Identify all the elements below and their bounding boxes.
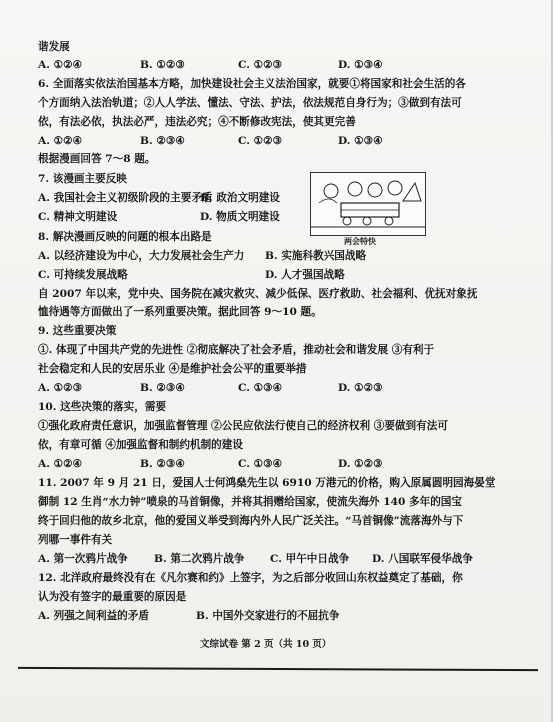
option-c: C. ①③④ <box>238 458 283 470</box>
option-c: C. ①③④ <box>238 382 283 394</box>
option-c: C. ①②③ <box>238 135 283 147</box>
page-footer: 文综试卷 第 2 页（共 10 页） <box>200 639 332 650</box>
option-b: B. ①②③ <box>140 59 185 71</box>
comic-illustration <box>310 172 426 236</box>
option-c: C. 甲午中日战争 <box>270 553 350 565</box>
text-line: ①. 体现了中国共产党的先进性 ②彻底解决了社会矛盾，推动社会和谐发展 ③有利于 <box>38 344 435 356</box>
text-line: 终于回归他的故乡北京，他的爱国义举受到海内外人民广泛关注。“马首铜像”流落海外与下 <box>38 515 464 527</box>
option-c: C. 精神文明建设 <box>38 211 118 223</box>
option-b: B. 实施科教兴国战略 <box>265 250 367 262</box>
option-a: A. ①②④ <box>38 59 83 71</box>
text-line: 个方面纳入法治轨道；②人人学法、懂法、守法、护法，依法规范自身行为；③做到有法可 <box>38 97 462 109</box>
option-b: B. 中国外交家进行的不屈抗争 <box>196 610 340 622</box>
text-line: 御制 12 生肖“水力钟”喷泉的马首铜像，并将其捐赠给国家，使流失海外 140 多年的国宝 <box>38 496 462 508</box>
option-b: B. 政治文明建设 <box>200 192 280 204</box>
question-7: 7. 该漫画主要反映 <box>38 173 127 185</box>
text-line: 列哪一事件有关 <box>38 534 113 546</box>
text-line: 社会稳定和人民的安居乐业 ④是维护社会公平的重要举措 <box>38 363 307 375</box>
option-d: D. ①③④ <box>338 135 383 147</box>
text-line: 恤待遇等方面做出了一系列重要决策。据此回答 9～10 题。 <box>38 306 322 318</box>
question-10: 10. 这些决策的落实，需要 <box>38 401 167 413</box>
text-line: 依，有法必依，执法必严，违法必究；④不断修改宪法，使其更完善 <box>38 116 356 128</box>
text-line: 认为没有签字的最重要的原因是 <box>38 591 187 603</box>
option-d: D. ①②③ <box>338 458 383 470</box>
option-a: A. ①②③ <box>38 382 83 394</box>
option-a: A. 第一次鸦片战争 <box>38 553 128 565</box>
option-d: D. ①②③ <box>338 382 383 394</box>
question-9: 9. 这些重要决策 <box>38 325 117 337</box>
option-d: D. 八国联军侵华战争 <box>372 553 473 565</box>
option-d: D. 物质文明建设 <box>200 211 280 223</box>
text-line: ①强化政府责任意识，加强监督管理 ②公民应依法行使自己的经济权利 ③要做到有法可 <box>38 420 448 432</box>
option-b: B. 第二次鸦片战争 <box>154 553 245 565</box>
option-a: A. 以经济建设为中心，大力发展社会生产力 <box>38 250 245 262</box>
question-12: 12. 北洋政府最终没有在《凡尔赛和约》上签字，为之后部分收回山东权益奠定了基础，你 <box>38 572 463 584</box>
option-b: B. ②③④ <box>140 458 185 470</box>
option-c: C. ①②③ <box>238 59 283 71</box>
question-6: 6. 全面落实依法治国基本方略，加快建设社会主义法治国家，就要①将国家和社会生活的各 <box>38 78 466 90</box>
option-a: A. ①②④ <box>38 135 83 147</box>
option-b: B. ②③④ <box>140 382 185 394</box>
text-line: 自 2007 年以来，党中央、国务院在减灾救灾、减少低保、医疗救助、社会福利、优抚对象抚 <box>38 288 478 300</box>
question-8: 8. 解决漫画反映的问题的根本出路是 <box>38 231 212 243</box>
option-d: D. 人才强国战略 <box>265 269 345 281</box>
option-c: C. 可持续发展战略 <box>38 269 128 281</box>
option-a: A. ①②④ <box>38 458 83 470</box>
option-d: D. ①③④ <box>338 59 383 71</box>
question-11: 11. 2007 年 9 月 21 日，爱国人士何鸿燊先生以 6910 万港元的价格，购入原属圆明园海晏堂 <box>38 477 496 489</box>
option-a: A. 列强之间利益的矛盾 <box>38 610 149 622</box>
text-line: 谐发展 <box>38 41 70 53</box>
text-line: 依，有章可循 ④加强监督和制约机制的建设 <box>38 439 243 451</box>
text-line: 根据漫画回答 7～8 题。 <box>38 153 156 165</box>
comic-caption: 两会特快 <box>344 236 376 246</box>
bottom-rule <box>18 667 538 671</box>
option-a: A. 我国社会主义初级阶段的主要矛盾 <box>38 192 213 204</box>
option-b: B. ②③④ <box>140 135 185 147</box>
